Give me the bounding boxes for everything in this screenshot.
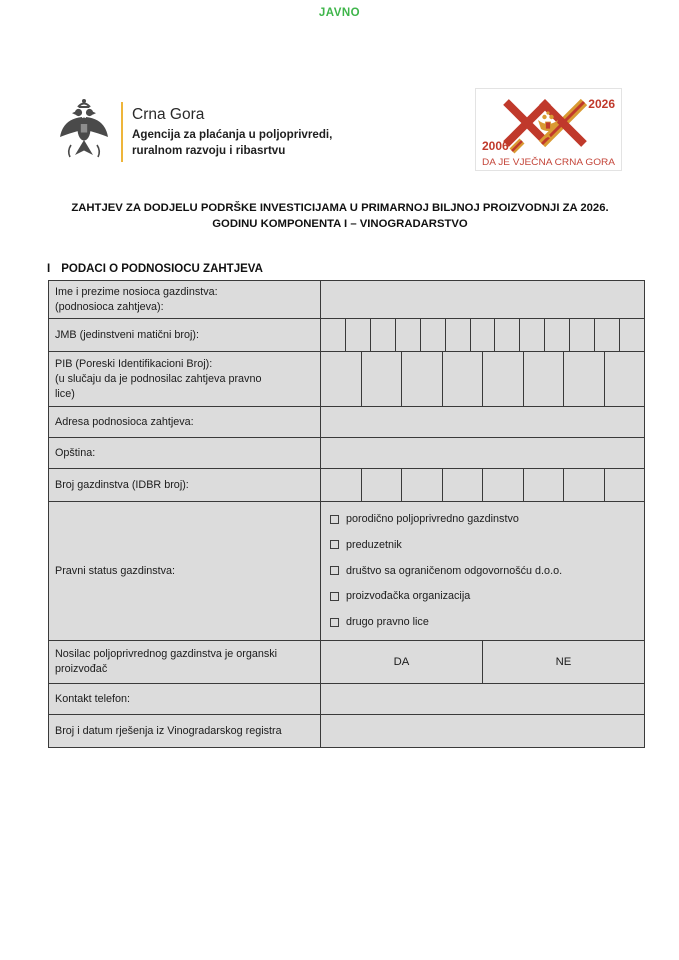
jmb-digit-cells xyxy=(321,319,644,351)
row-telefon xyxy=(49,683,644,714)
option-preduzetnik[interactable]: preduzetnik xyxy=(330,539,635,551)
digit-box[interactable] xyxy=(544,319,569,351)
checkbox-icon[interactable] xyxy=(330,566,339,575)
anniversary-slogan: DA JE VJEČNA CRNA GORA xyxy=(482,156,616,167)
digit-box[interactable] xyxy=(442,469,483,501)
section-number: I xyxy=(47,263,51,275)
agency-logo xyxy=(57,97,332,167)
row-opstina xyxy=(49,437,644,468)
registar-input-cell[interactable] xyxy=(321,715,644,747)
digit-box[interactable] xyxy=(619,319,644,351)
digit-box[interactable] xyxy=(563,352,604,406)
digit-box[interactable] xyxy=(361,469,402,501)
label-registar: Broj i datum rješenja iz Vinogradarskog registra xyxy=(49,715,321,747)
digit-box[interactable] xyxy=(361,352,402,406)
digit-box[interactable] xyxy=(401,352,442,406)
telefon-input-cell[interactable] xyxy=(321,684,644,714)
digit-box[interactable] xyxy=(523,469,564,501)
gold-divider xyxy=(121,102,123,162)
digit-box[interactable] xyxy=(321,469,361,501)
ne-cell[interactable]: NE xyxy=(482,641,644,683)
label-idbr: Broj gazdinstva (IDBR broj): xyxy=(49,469,321,501)
section-title: PODACI O PODNOSIOCU ZAHTJEVA xyxy=(61,263,263,275)
digit-box[interactable] xyxy=(470,319,495,351)
title-line2: GODINU KOMPONENTA I – VINOGRADARSTVO xyxy=(212,217,468,230)
row-pravni-status xyxy=(49,501,644,640)
xx-anniversary-icon xyxy=(476,89,621,170)
organski-yesno-cells xyxy=(321,641,644,683)
anniversary-year-start: 2006 xyxy=(482,139,509,153)
title-line1: ZAHTJEV ZA DODJELU PODRŠKE INVESTICIJAMA U PRIMARNOJ BILJNOJ PROIZVODNJI ZA 2026. xyxy=(71,202,609,214)
row-idbr xyxy=(49,468,644,501)
section-heading xyxy=(47,263,263,275)
row-ime xyxy=(49,281,644,318)
digit-box[interactable] xyxy=(321,352,361,406)
option-proizvodjacka-organizacija[interactable]: proizvođačka organizacija xyxy=(330,590,635,602)
label-opstina: Opština: xyxy=(49,438,321,468)
digit-box[interactable] xyxy=(604,469,645,501)
row-jmb xyxy=(49,318,644,351)
digit-box[interactable] xyxy=(519,319,544,351)
pravni-status-options xyxy=(321,502,644,640)
row-pib xyxy=(49,351,644,406)
label-adresa: Adresa podnosioca zahtjeva: xyxy=(49,407,321,437)
digit-box[interactable] xyxy=(569,319,594,351)
label-pib: PIB (Poreski Identifikacioni Broj): (u slučaju da je podnosilac zahtjeva pravno lice) xyxy=(49,352,321,406)
da-cell[interactable]: DA xyxy=(393,656,410,668)
digit-box[interactable] xyxy=(523,352,564,406)
label-ime: Ime i prezime nosioca gazdinstva: (podnosioca zahtjeva): xyxy=(49,281,321,318)
digit-box[interactable] xyxy=(370,319,395,351)
digit-box[interactable] xyxy=(420,319,445,351)
digit-box[interactable] xyxy=(594,319,619,351)
agency-name-line1: Agencija za plaćanja u poljoprivredi, xyxy=(132,127,333,141)
pib-digit-cells xyxy=(321,352,644,406)
anniversary-logo xyxy=(475,88,622,171)
adresa-input-cell[interactable] xyxy=(321,407,644,437)
digit-box[interactable] xyxy=(442,352,483,406)
digit-box[interactable] xyxy=(401,469,442,501)
label-organski: Nosilac poljoprivrednog gazdinstva je organski proizvođač xyxy=(49,641,321,683)
checkbox-icon[interactable] xyxy=(330,515,339,524)
agency-name-line2: ruralnom razvoju i ribasrtvu xyxy=(132,143,286,157)
idbr-digit-cells xyxy=(321,469,644,501)
digit-box[interactable] xyxy=(482,469,523,501)
checkbox-icon[interactable] xyxy=(330,540,339,549)
label-jmb: JMB (jedinstveni matični broj): xyxy=(49,319,321,351)
label-telefon: Kontakt telefon: xyxy=(49,684,321,714)
digit-box[interactable] xyxy=(604,352,645,406)
option-porodicno-gazdinstvo[interactable]: porodično poljoprivredno gazdinstvo xyxy=(330,513,635,525)
row-organski xyxy=(49,640,644,683)
classification-label: JAVNO xyxy=(318,7,361,19)
ime-input-cell[interactable] xyxy=(321,281,644,318)
document-title xyxy=(40,201,640,232)
label-pravni-status: Pravni status gazdinstva: xyxy=(49,502,321,640)
checkbox-icon[interactable] xyxy=(330,592,339,601)
row-adresa xyxy=(49,406,644,437)
option-drugo-pravno-lice[interactable]: drugo pravno lice xyxy=(330,616,635,628)
digit-box[interactable] xyxy=(345,319,370,351)
option-doo[interactable]: društvo sa ograničenom odgovornošću d.o.o. xyxy=(330,565,635,577)
digit-box[interactable] xyxy=(321,319,345,351)
digit-box[interactable] xyxy=(494,319,519,351)
digit-box[interactable] xyxy=(482,352,523,406)
digit-box[interactable] xyxy=(445,319,470,351)
anniversary-year-end: 2026 xyxy=(588,97,615,111)
montenegro-eagle-icon xyxy=(57,97,111,167)
opstina-input-cell[interactable] xyxy=(321,438,644,468)
digit-box[interactable] xyxy=(563,469,604,501)
applicant-data-table xyxy=(48,280,645,748)
digit-box[interactable] xyxy=(395,319,420,351)
country-name: Crna Gora xyxy=(132,105,205,123)
checkbox-icon[interactable] xyxy=(330,618,339,627)
row-registar xyxy=(49,714,644,747)
